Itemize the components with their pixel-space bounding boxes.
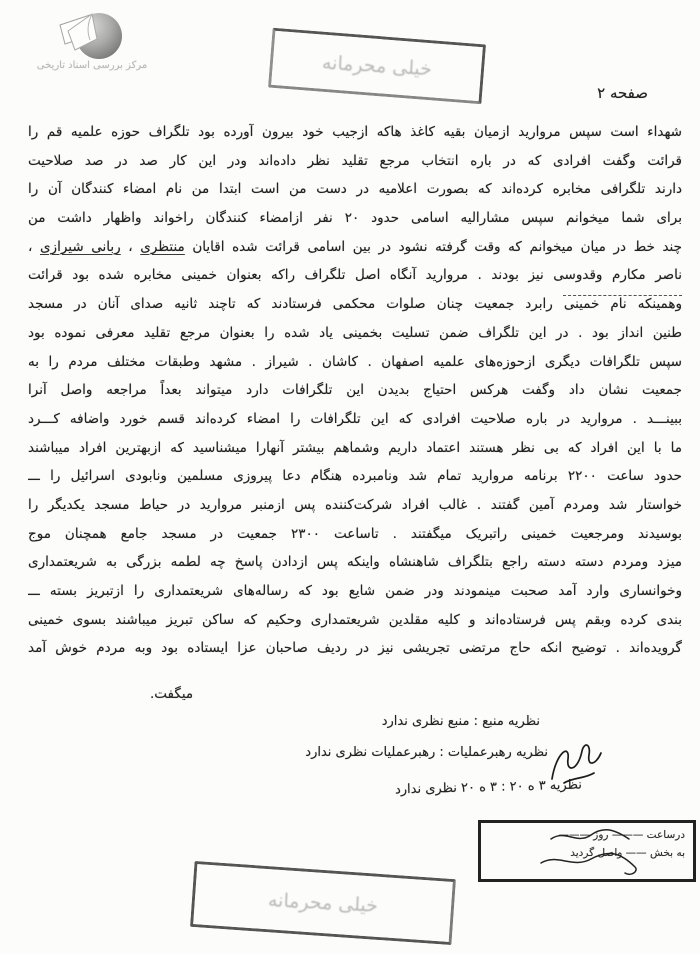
body-line: میزد ومردم دسته دسته راجع بتلگراف شاهنشاه واینکه پس ازدادن پاسخ چه لطمه بزرگی به شریعتمداری — [28, 554, 682, 571]
body-line: دارند تلگرافی مخابره کرده‌اند که بصورت اعلامیه در دست من است ابتدا من نام امضاء کنندگان آن را — [28, 181, 682, 198]
body-line: ما با این افراد که بی نظر هستند اعتماد داریم وشماهم بیشتر آنهارا میشناسید که ازبهترین افراد میباشند — [28, 439, 682, 456]
body-line: ببینـــد . مروارید در باره صلاحیت افرادی که این تلگرافات را امضاء کرده‌اند قسم خورد واضافه کـــرد — [28, 410, 682, 427]
underlined-name-montazeri: منتظری — [140, 238, 185, 255]
body-line: بندی کرده وبقم پس فرستاده‌اند و کلیه مقلدین شریعتمداری وحکیم که ساکن تبریز میباشند بسوی خمینی — [28, 611, 682, 628]
body-line: طنین انداز بود . در این تلگراف ضمن تسلیت بخمینی یاد شده را بعنوان مرجع تقلید معرفی نموده بود — [28, 324, 682, 341]
body-line: حدود ساعت ۲۲۰۰ برنامه مروارید تمام شد ونامبرده هنگام دعا پیروزی مسلمین ونابودی اسرائیل را ـــ — [28, 468, 682, 485]
open-book-icon — [54, 10, 112, 64]
confidential-stamp-top — [268, 28, 486, 105]
confidential-stamp-bottom — [190, 861, 456, 945]
body-line-segment: ، — [28, 238, 40, 255]
body-line: قرائت وگفت افرادی که در باره انتخاب مرجع تقلید نظر داده‌اند ودر این کار صد در صد صلاحیت — [28, 152, 682, 169]
body-line: برای شما میخوانم سپس مشارالیه اسامی حدود ۲۰ نفر ازامضاء کنندگان راخواند واظهار داشت من — [28, 210, 682, 227]
body-line-segment: ، — [120, 238, 141, 255]
body-line-segment: چند خط در میان میخوانم که وقت گرفته نشود در بین اسامی قرائت شده اقایان — [184, 238, 682, 255]
body-line-segment: رابرد جمعیت چنان صلوات محکمی فرستادند که تاچند ثانیه صدای آنان در مسجد — [28, 296, 564, 313]
body-line: وخوانساری وارد آمد صحبت مینمودند ودر ضمن شایع بود که رساله‌های شریعتمداری را ازتبریز بسته ـــ — [28, 583, 682, 599]
body-line: ناصر مکارم وقدوسی نیز بودند . مروارید آنگاه اصل تلگراف راکه بعنوان خمینی مخابره شده بود قرائت — [28, 267, 682, 284]
underlined-name-rabbani-shirazi: ربانی شیرازی — [39, 238, 121, 255]
body-line: گرویده‌اند . توضیح انکه حاج مرتضی تجریشی نیز در ردیف صاحبان عزا ایستاده بود وبه مردم خوش آمد — [28, 640, 682, 657]
note-source-opinion: نظریه منبع : منبع نظری ندارد — [381, 714, 540, 729]
page-number: صفحه ۲ — [597, 84, 648, 102]
body-line: شهداء است سپس مروارید ازمیان بقیه کاغذ هاکه ازجیب خود بیرون آورده بود تلگراف حوزه علمیه قم را — [28, 124, 682, 140]
note-operations-leader-opinion: نظریه رهبرعملیات : رهبرعملیات نظری ندارد — [305, 745, 548, 760]
confidential-stamp-bottom-text: خیلی محرمانه — [267, 889, 379, 917]
receipt-stamp-box — [478, 820, 696, 882]
body-continuation-word: میگفت. — [150, 686, 194, 702]
body-line: سپس تلگرافات دیگری ازحوزه‌های علمیه اصفهان . کاشان . شیراز . مشهد وطبقات مختلف مردم را به — [28, 353, 682, 370]
body-line — [28, 233, 682, 262]
receipt-line-1: درساعت ——— روز ——— — [558, 829, 685, 841]
body-line: خواستار شد ومردم آمین گفتند . غالب افراد شرکت‌کننده پس ازمنبر مروارید در حیاط مسجد یکدیگر را — [28, 496, 682, 513]
archive-logo-caption: مرکز بررسی اسناد تاریخی — [36, 60, 148, 71]
document-body — [28, 118, 682, 663]
body-line — [28, 290, 682, 319]
body-line: بوسیدند ومرجعیت خمینی راتبریک میگفتند . تاساعت ۲۳۰۰ جمعیت در مسجد جامع همچنان موج — [28, 525, 682, 542]
receipt-line-2: به بخش —— واصل گردید — [570, 847, 685, 859]
overlined-name-khomeini: وهمینکه نام خمینی — [563, 296, 682, 313]
receipt-handwriting-scrawl — [481, 823, 693, 879]
body-line: جمعیت نشان داد وگفت هرکس احتیاج بدیدن این تلگرافات دارد میتواند بعداً مراجعه واصل آنرا — [28, 382, 682, 399]
note-20h3-opinion: نظریه ۳ ه ۲۰ : ۳ ه ۲۰ نظری ندارد — [394, 777, 583, 798]
confidential-stamp-top-text: خیلی محرمانه — [321, 51, 433, 81]
archive-logo — [26, 10, 158, 80]
